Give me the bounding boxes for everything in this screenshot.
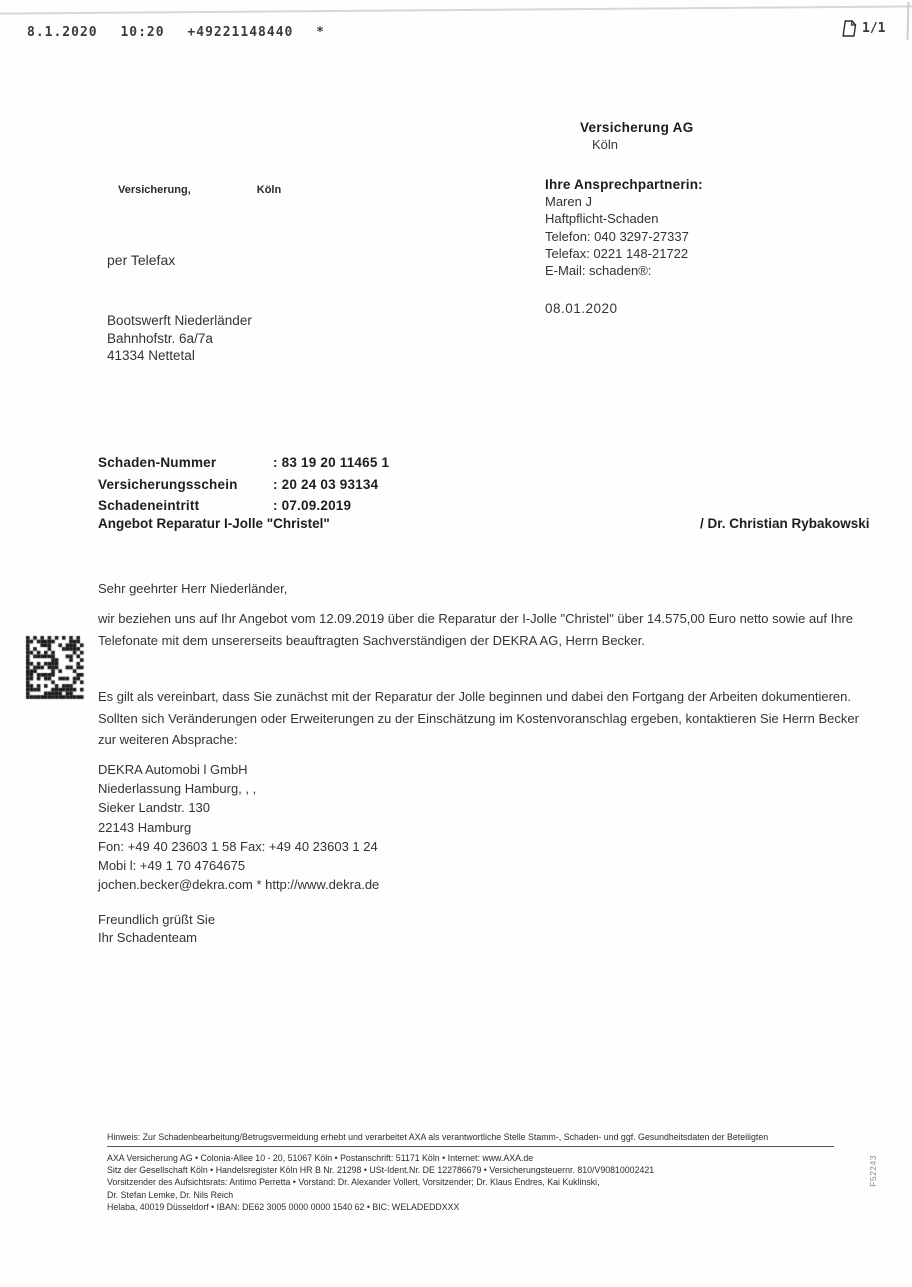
- loss-date-row: [98, 495, 389, 517]
- contact-email: E-Mail: schaden®:: [545, 263, 652, 279]
- dekra-address-block: [98, 760, 379, 894]
- scan-artifact-top-line: [0, 5, 912, 14]
- closing-signature: Ihr Schadenteam: [98, 930, 198, 945]
- scan-artifact-right-line: [907, 2, 910, 40]
- sender-company: Versicherung AG: [580, 120, 694, 135]
- fax-transmission-header: [27, 25, 339, 40]
- contact-fax: Telefax: 0221 148-21722: [545, 245, 689, 261]
- page-indicator-label: 1/1: [862, 21, 886, 36]
- recipient-city: 41334 Nettetal: [107, 348, 195, 363]
- body-paragraph-1: wir beziehen uns auf Ihr Angebot vom 12.09.2019 über die Reparatur der I-Jolle "Christel" über 14.575,00 Euro netto sowie auf Ihre Telefonate mit dem unsererseits beauftragten Sachverständigen der DEKRA AG, Herrn Becker.: [98, 611, 854, 648]
- dekra-branch: Niederlassung Hamburg, , ,: [98, 781, 257, 797]
- page-indicator: [843, 20, 885, 37]
- dekra-street: Sieker Landstr. 130: [98, 800, 211, 816]
- sender-city: Köln: [592, 137, 619, 152]
- letter-date: 08.01.2020: [545, 301, 618, 316]
- footer-line-bank: Helaba, 40019 Düsseldorf • IBAN: DE62 3005 0000 0000 1540 62 • BIC: WELADEDDXXX: [107, 1201, 460, 1212]
- closing-greeting: Freundlich grüßt Sie: [98, 912, 216, 927]
- recipient-street: Bahnhofstr. 6a/7a: [107, 330, 213, 346]
- footer-line-register: Sitz der Gesellschaft Köln • Handelsregister Köln HR B Nr. 21298 • USt-Ident.Nr. DE 122786679 • Versicherungsteuernr. 810/V90810002421: [107, 1165, 655, 1176]
- form-code-vertical: F52243: [868, 1155, 878, 1187]
- recipient-name: Bootswerft Niederländer: [107, 313, 252, 328]
- closing-block: [98, 911, 215, 947]
- subject-line: Angebot Reparatur I-Jolle "Christel": [98, 516, 330, 531]
- claim-number-value: : 83 19 20 11465 1: [273, 455, 390, 470]
- footer-divider: [107, 1146, 834, 1147]
- fax-marker: *: [316, 25, 325, 40]
- fax-date: 8.1.2020: [27, 25, 98, 40]
- dekra-email-web: jochen.becker@dekra.com * http://www.dekra.de: [98, 877, 380, 893]
- footer-line-board-1: Vorsitzender des Aufsichtsrats: Antimo Perretta • Vorstand: Dr. Alexander Vollert, Vorsitzender; Dr. Klaus Endres, Kai Kuklinski,: [107, 1177, 600, 1188]
- contact-name: Maren J: [545, 194, 592, 210]
- claim-reference-block: [98, 452, 389, 517]
- dekra-mobile: Mobi l: +49 1 70 4764675: [98, 858, 246, 874]
- loss-date-label: Schadeneintritt: [98, 498, 200, 513]
- dekra-phone-fax: Fon: +49 40 23603 1 58 Fax: +49 40 23603 1 24: [98, 838, 378, 854]
- dekra-city: 22143 Hamburg: [98, 819, 192, 835]
- document-page-icon: [842, 20, 857, 37]
- contact-phone: Telefon: 040 3297-27337: [545, 228, 689, 244]
- datamatrix-barcode: [25, 634, 85, 700]
- claim-number-label: Schaden-Nummer: [98, 455, 217, 470]
- return-address-company: Versicherung,: [118, 184, 191, 196]
- delivery-method: per Telefax: [107, 252, 176, 268]
- fax-number: +49221148440: [187, 25, 294, 40]
- footer-line-address: AXA Versicherung AG • Colonia-Allee 10 - 20, 51067 Köln • Postanschrift: 51171 Köln • Internet: www.AXA.de: [107, 1153, 534, 1163]
- footer-line-board-2: Dr. Stefan Lemke, Dr. Nils Reich: [107, 1189, 234, 1200]
- claim-handler: / Dr. Christian Rybakowski: [700, 516, 870, 531]
- claim-number-row: [98, 452, 389, 474]
- footer-hinweis: Hinweis: Zur Schadenbearbeitung/Betrugsvermeidung erhebt und verarbeitet AXA als verantwortliche Stelle Stamm-, Schaden- und ggf. Gesundheitsdaten der Beteiligten: [107, 1132, 769, 1142]
- salutation: Sehr geehrter Herr Niederländer,: [98, 581, 288, 596]
- loss-date-value: : 07.09.2019: [273, 498, 352, 513]
- contact-department: Haftpflicht-Schaden: [545, 211, 659, 227]
- recipient-address: [107, 312, 252, 365]
- policy-number-label: Versicherungsschein: [98, 476, 238, 492]
- policy-number-value: : 20 24 03 93134: [273, 476, 379, 492]
- dekra-company: DEKRA Automobi l GmbH: [98, 762, 248, 777]
- fax-time: 10:20: [120, 25, 165, 40]
- policy-number-row: [98, 474, 389, 496]
- footer-legal-block: [107, 1152, 847, 1213]
- contact-heading: Ihre Ansprechpartnerin:: [545, 177, 703, 192]
- contact-block: [545, 176, 703, 279]
- return-address-city: Köln: [256, 184, 282, 196]
- subject-row: [98, 516, 868, 531]
- return-address-line: [118, 184, 281, 196]
- body-paragraph-2: Es gilt als vereinbart, dass Sie zunächst mit der Reparatur der Jolle beginnen und dabei den Fortgang der Arbeiten dokumentieren. Sollten sich Veränderungen oder Erweiterungen zu der Einschätzung im Kostenvoranschlag ergeben, kontaktieren Sie Herrn Becker zur weiteren Absprache:: [98, 689, 859, 747]
